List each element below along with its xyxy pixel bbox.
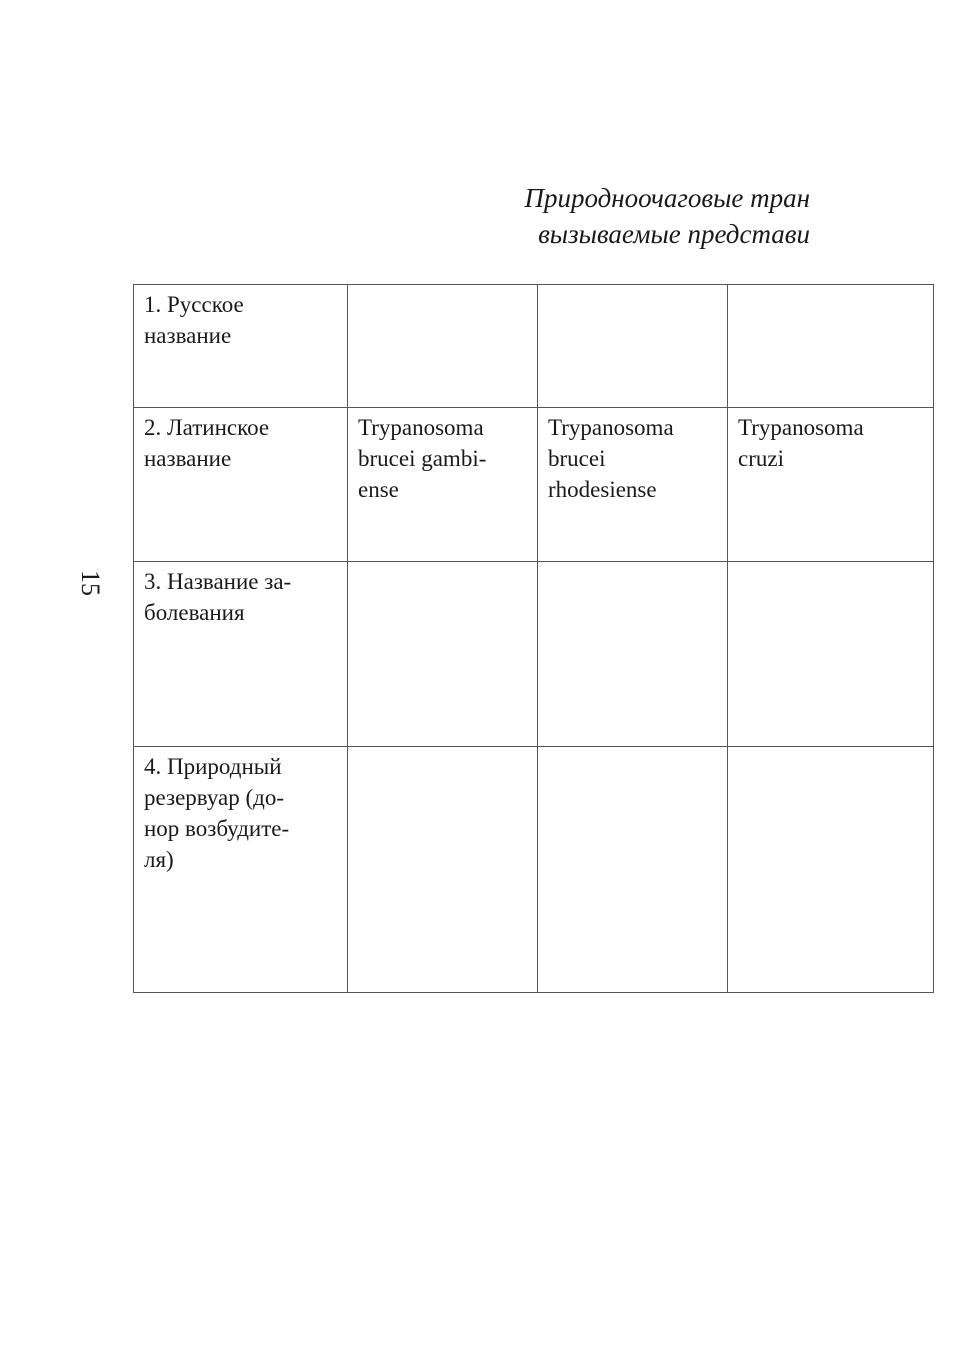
table-cell	[538, 562, 728, 747]
table-cell	[348, 285, 538, 408]
table-cell	[348, 562, 538, 747]
table-row	[134, 285, 934, 408]
table-cell	[728, 562, 934, 747]
table-container	[133, 284, 864, 994]
row-label-disease-name: 3. Название за- болевания	[134, 562, 348, 747]
table-cell: Trypanosoma brucei rhodesiense	[538, 408, 728, 562]
row-label-russian-name: 1. Русское название	[134, 285, 348, 408]
table-row	[134, 747, 934, 993]
table-cell	[538, 747, 728, 993]
table-cell	[728, 285, 934, 408]
table-cell: Trypanosoma brucei gambi- ense	[348, 408, 538, 562]
table-row	[134, 562, 934, 747]
table-row	[134, 408, 934, 562]
table-title	[410, 180, 810, 260]
table-cell	[728, 747, 934, 993]
table-cell	[348, 747, 538, 993]
pathogen-table	[133, 284, 934, 993]
page-number: 15	[76, 570, 105, 596]
table-cell	[538, 285, 728, 408]
title-line-1: Природноочаговые тран	[524, 183, 810, 213]
table-cell: Trypanosoma cruzi	[728, 408, 934, 562]
title-line-2: вызываемые представи	[538, 219, 810, 249]
row-label-latin-name: 2. Латинское название	[134, 408, 348, 562]
row-label-natural-reservoir: 4. Природный резервуар (до- нор возбудите- ля)	[134, 747, 348, 993]
